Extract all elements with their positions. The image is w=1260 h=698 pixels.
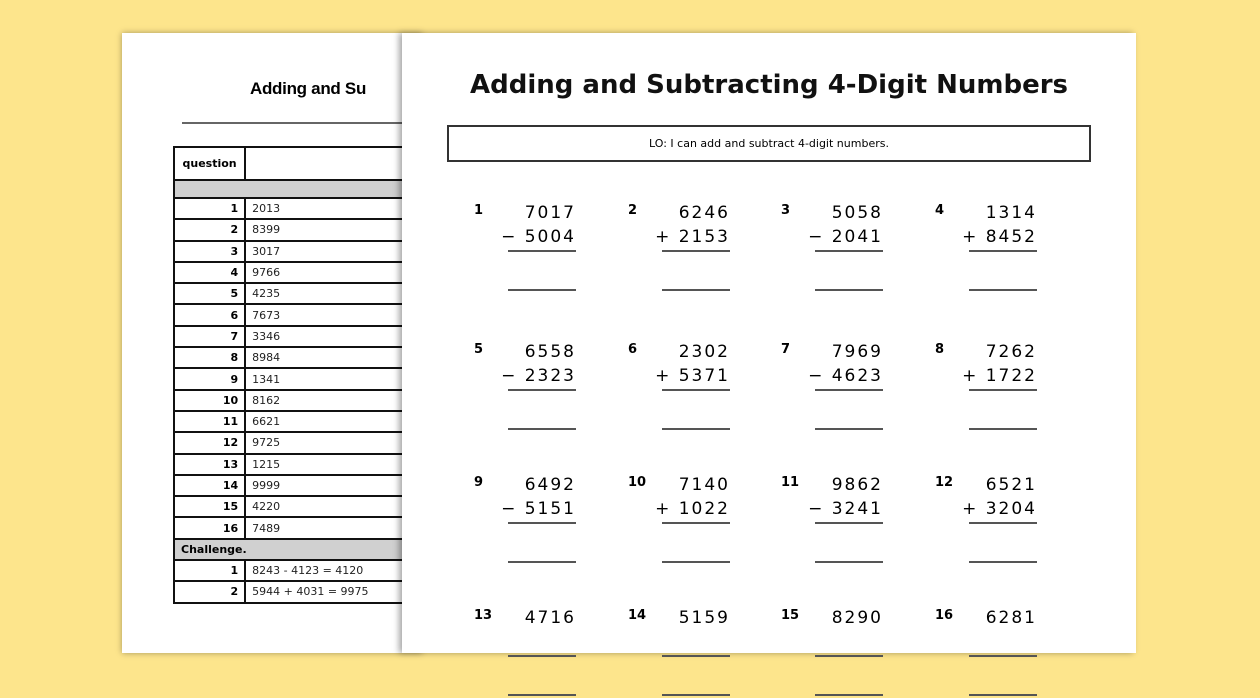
answer-value: 8162 [245, 390, 421, 411]
first-operand: 5058 [831, 203, 883, 223]
first-operand: 6558 [524, 342, 576, 362]
first-operand: 7140 [678, 475, 730, 495]
problem [628, 608, 730, 698]
operation-line [508, 250, 576, 252]
operation-line [662, 522, 730, 524]
second-operand: + 1022 [655, 499, 730, 519]
answer-value: 8399 [245, 219, 421, 240]
operation-line [508, 655, 576, 657]
first-operand: 5159 [678, 608, 730, 628]
second-operand: − 2323 [501, 366, 576, 386]
problem-number: 14 [628, 608, 647, 623]
question-number: 2 [174, 581, 245, 602]
answer-line[interactable] [969, 561, 1037, 563]
operation-line [815, 389, 883, 391]
operation-line [662, 655, 730, 657]
answer-line[interactable] [508, 428, 576, 430]
challenge-row [174, 581, 421, 602]
section-row [174, 180, 421, 198]
answer-value: 1341 [245, 368, 421, 389]
answer-value: 5944 + 4031 = 9975 [245, 581, 421, 602]
answer-value: 7673 [245, 304, 421, 325]
answer-value: 1215 [245, 454, 421, 475]
table-row [174, 347, 421, 368]
problem-number: 13 [474, 608, 493, 623]
problem-number: 2 [628, 203, 638, 218]
answer-value: 4235 [245, 283, 421, 304]
answer-line[interactable] [815, 428, 883, 430]
first-operand: 8290 [831, 608, 883, 628]
answer-line[interactable] [662, 694, 730, 696]
answer-line[interactable] [662, 428, 730, 430]
question-number: 6 [174, 304, 245, 325]
question-number: 5 [174, 283, 245, 304]
problem-number: 8 [935, 342, 945, 357]
first-operand: 6281 [985, 608, 1037, 628]
first-operand: 2302 [678, 342, 730, 362]
table-row [174, 262, 421, 283]
table-row [174, 411, 421, 432]
question-number: 13 [174, 454, 245, 475]
table-row [174, 219, 421, 240]
question-number: 9 [174, 368, 245, 389]
problem [474, 608, 576, 698]
problem-number: 12 [935, 475, 954, 490]
operation-line [969, 389, 1037, 391]
problem-number: 9 [474, 475, 484, 490]
worksheet-page [402, 33, 1136, 653]
answer-value: 4220 [245, 496, 421, 517]
question-number: 3 [174, 241, 245, 262]
answer-value: 9766 [245, 262, 421, 283]
table-row [174, 283, 421, 304]
problem [781, 342, 883, 432]
problem [935, 608, 1037, 698]
operation-line [508, 389, 576, 391]
problem [474, 342, 576, 432]
challenge-label: Challenge. [174, 539, 421, 560]
table-row [174, 326, 421, 347]
table-row [174, 496, 421, 517]
problem-number: 11 [781, 475, 800, 490]
operation-line [815, 250, 883, 252]
question-number: 1 [174, 198, 245, 219]
header-question: question [174, 147, 245, 180]
question-number: 11 [174, 411, 245, 432]
question-number: 16 [174, 517, 245, 538]
problem-number: 3 [781, 203, 791, 218]
question-number: 14 [174, 475, 245, 496]
operation-line [815, 522, 883, 524]
operation-line [508, 522, 576, 524]
first-operand: 7262 [985, 342, 1037, 362]
question-number: 7 [174, 326, 245, 347]
problem [628, 203, 730, 293]
problem-number: 1 [474, 203, 484, 218]
answer-sheet-title: Adding and Su [250, 79, 367, 98]
table-row [174, 432, 421, 453]
answer-line[interactable] [508, 694, 576, 696]
problem-number: 16 [935, 608, 954, 623]
table-row [174, 517, 421, 538]
operation-line [662, 389, 730, 391]
answer-value: 3017 [245, 241, 421, 262]
table-row [174, 475, 421, 496]
challenge-header-row [174, 539, 421, 560]
problem-number: 15 [781, 608, 800, 623]
second-operand: − 5151 [501, 499, 576, 519]
operation-line [969, 250, 1037, 252]
second-operand: + 8452 [962, 227, 1037, 247]
first-operand: 6246 [678, 203, 730, 223]
answer-line[interactable] [815, 694, 883, 696]
question-number: 8 [174, 347, 245, 368]
first-operand: 6521 [985, 475, 1037, 495]
table-row [174, 390, 421, 411]
table-header-row [174, 147, 421, 180]
first-operand: 6492 [524, 475, 576, 495]
problem [935, 203, 1037, 293]
learning-objective: LO: I can add and subtract 4-digit numbers. [447, 125, 1091, 162]
first-operand: 4716 [524, 608, 576, 628]
second-operand: + 1722 [962, 366, 1037, 386]
second-operand: − 5004 [501, 227, 576, 247]
answer-value: 2013 [245, 198, 421, 219]
problem [628, 475, 730, 565]
operation-line [815, 655, 883, 657]
first-operand: 9862 [831, 475, 883, 495]
problem [781, 203, 883, 293]
header-answer [245, 147, 421, 180]
answer-line[interactable] [508, 289, 576, 291]
divider [182, 122, 422, 124]
table-row [174, 304, 421, 325]
operation-line [662, 250, 730, 252]
second-operand: − 2041 [808, 227, 883, 247]
answer-value: 8243 - 4123 = 4120 [245, 560, 421, 581]
problem [474, 203, 576, 293]
problem-number: 4 [935, 203, 945, 218]
problem [628, 342, 730, 432]
second-operand: + 2153 [655, 227, 730, 247]
answer-line[interactable] [969, 694, 1037, 696]
question-number: 10 [174, 390, 245, 411]
question-number: 1 [174, 560, 245, 581]
answer-line[interactable] [662, 289, 730, 291]
problem [474, 475, 576, 565]
second-operand: − 3241 [808, 499, 883, 519]
answer-line[interactable] [815, 289, 883, 291]
question-number: 4 [174, 262, 245, 283]
question-number: 2 [174, 219, 245, 240]
answer-value: 6621 [245, 411, 421, 432]
second-operand: + 3204 [962, 499, 1037, 519]
table-row [174, 241, 421, 262]
answer-value: 7489 [245, 517, 421, 538]
question-number: 15 [174, 496, 245, 517]
first-operand: 7017 [524, 203, 576, 223]
worksheet-title: Adding and Subtracting 4-Digit Numbers [470, 70, 1068, 100]
answer-table [173, 146, 422, 604]
problem-number: 6 [628, 342, 638, 357]
challenge-row [174, 560, 421, 581]
answer-line[interactable] [969, 289, 1037, 291]
answer-line[interactable] [508, 561, 576, 563]
table-row [174, 454, 421, 475]
problem [781, 475, 883, 565]
table-row [174, 198, 421, 219]
first-operand: 1314 [985, 203, 1037, 223]
answer-value: 8984 [245, 347, 421, 368]
operation-line [969, 522, 1037, 524]
problem-number: 10 [628, 475, 647, 490]
question-number: 12 [174, 432, 245, 453]
second-operand: − 4623 [808, 366, 883, 386]
table-row [174, 368, 421, 389]
answer-line[interactable] [969, 428, 1037, 430]
answer-value: 9999 [245, 475, 421, 496]
answer-sheet-page [122, 33, 422, 653]
answer-line[interactable] [662, 561, 730, 563]
problem [935, 342, 1037, 432]
operation-line [969, 655, 1037, 657]
problem-number: 7 [781, 342, 791, 357]
first-operand: 7969 [831, 342, 883, 362]
second-operand: + 5371 [655, 366, 730, 386]
answer-line[interactable] [815, 561, 883, 563]
problem-number: 5 [474, 342, 484, 357]
answer-value: 9725 [245, 432, 421, 453]
problem [781, 608, 883, 698]
answer-value: 3346 [245, 326, 421, 347]
problem [935, 475, 1037, 565]
